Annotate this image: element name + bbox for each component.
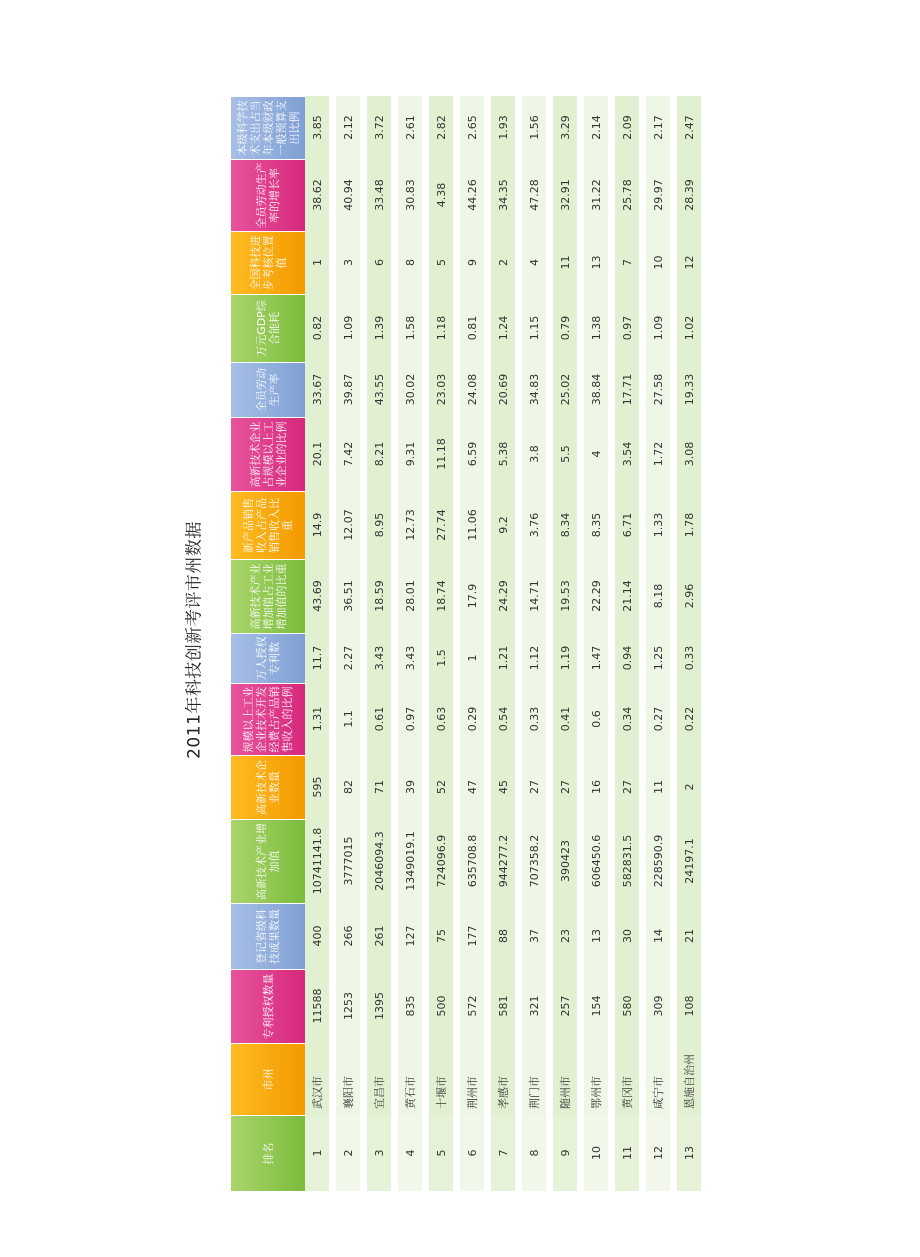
value-cell: 2046094.3 bbox=[367, 819, 391, 903]
table-row bbox=[367, 96, 391, 1191]
value-cell: 127 bbox=[398, 903, 422, 969]
table-row bbox=[584, 96, 608, 1191]
column-header: 全国科技进步考核位置值 bbox=[231, 231, 305, 294]
rank-cell: 13 bbox=[677, 1115, 701, 1191]
data-table-container bbox=[231, 96, 716, 1191]
value-cell: 1.31 bbox=[305, 683, 329, 755]
value-cell: 2.65 bbox=[460, 96, 484, 159]
value-cell: 1.5 bbox=[429, 633, 453, 683]
value-cell: 18.59 bbox=[367, 559, 391, 633]
value-cell: 635708.8 bbox=[460, 819, 484, 903]
header-row bbox=[231, 96, 305, 1191]
rank-cell: 10 bbox=[584, 1115, 608, 1191]
value-cell: 75 bbox=[429, 903, 453, 969]
value-cell: 257 bbox=[553, 969, 577, 1043]
city-cell: 荆州市 bbox=[460, 1043, 484, 1115]
value-cell: 1.02 bbox=[677, 294, 701, 362]
value-cell: 30 bbox=[615, 903, 639, 969]
value-cell: 52 bbox=[429, 755, 453, 819]
rank-cell: 3 bbox=[367, 1115, 391, 1191]
value-cell: 1.78 bbox=[677, 491, 701, 559]
value-cell: 0.94 bbox=[615, 633, 639, 683]
value-cell: 30.02 bbox=[398, 362, 422, 417]
value-cell: 7 bbox=[615, 231, 639, 294]
value-cell: 8.18 bbox=[646, 559, 670, 633]
value-cell: 8.95 bbox=[367, 491, 391, 559]
value-cell: 28.39 bbox=[677, 159, 701, 231]
value-cell: 261 bbox=[367, 903, 391, 969]
row-spacer bbox=[577, 96, 584, 1191]
row-spacer bbox=[453, 96, 460, 1191]
value-cell: 3777015 bbox=[336, 819, 360, 903]
value-cell: 27 bbox=[553, 755, 577, 819]
rank-cell: 9 bbox=[553, 1115, 577, 1191]
value-cell: 108 bbox=[677, 969, 701, 1043]
rank-cell: 12 bbox=[646, 1115, 670, 1191]
value-cell: 707358.2 bbox=[522, 819, 546, 903]
value-cell: 8.35 bbox=[584, 491, 608, 559]
value-cell: 3.85 bbox=[305, 96, 329, 159]
value-cell: 0.61 bbox=[367, 683, 391, 755]
value-cell: 11588 bbox=[305, 969, 329, 1043]
value-cell: 1253 bbox=[336, 969, 360, 1043]
rank-cell: 7 bbox=[491, 1115, 515, 1191]
row-spacer bbox=[484, 96, 491, 1191]
rank-cell: 2 bbox=[336, 1115, 360, 1191]
value-cell: 4 bbox=[584, 417, 608, 491]
value-cell: 9.2 bbox=[491, 491, 515, 559]
value-cell: 1.72 bbox=[646, 417, 670, 491]
value-cell: 835 bbox=[398, 969, 422, 1043]
row-spacer-cell bbox=[577, 96, 584, 1191]
value-cell: 3.54 bbox=[615, 417, 639, 491]
value-cell: 1.38 bbox=[584, 294, 608, 362]
value-cell: 27.58 bbox=[646, 362, 670, 417]
row-spacer bbox=[391, 96, 398, 1191]
value-cell: 24.08 bbox=[460, 362, 484, 417]
value-cell: 266 bbox=[336, 903, 360, 969]
value-cell: 12.73 bbox=[398, 491, 422, 559]
value-cell: 3.08 bbox=[677, 417, 701, 491]
table-row bbox=[553, 96, 577, 1191]
row-spacer bbox=[515, 96, 522, 1191]
column-header: 全员劳动生产率 bbox=[231, 362, 305, 417]
city-cell: 鄂州市 bbox=[584, 1043, 608, 1115]
value-cell: 724096.9 bbox=[429, 819, 453, 903]
value-cell: 25.78 bbox=[615, 159, 639, 231]
value-cell: 6.71 bbox=[615, 491, 639, 559]
city-cell: 十堰市 bbox=[429, 1043, 453, 1115]
value-cell: 0.22 bbox=[677, 683, 701, 755]
value-cell: 572 bbox=[460, 969, 484, 1043]
row-spacer-cell bbox=[639, 96, 646, 1191]
value-cell: 1 bbox=[460, 633, 484, 683]
city-cell: 恩施自治州 bbox=[677, 1043, 701, 1115]
value-cell: 11.06 bbox=[460, 491, 484, 559]
value-cell: 23.03 bbox=[429, 362, 453, 417]
value-cell: 38.84 bbox=[584, 362, 608, 417]
value-cell: 1.21 bbox=[491, 633, 515, 683]
value-cell: 24.29 bbox=[491, 559, 515, 633]
value-cell: 8.21 bbox=[367, 417, 391, 491]
value-cell: 22.29 bbox=[584, 559, 608, 633]
value-cell: 0.33 bbox=[522, 683, 546, 755]
value-cell: 34.83 bbox=[522, 362, 546, 417]
column-header: 全员劳动生产率的增长率 bbox=[231, 159, 305, 231]
value-cell: 0.54 bbox=[491, 683, 515, 755]
value-cell: 582831.5 bbox=[615, 819, 639, 903]
rank-cell: 11 bbox=[615, 1115, 639, 1191]
column-header: 高新技术产业增加值占工业增加值的比重 bbox=[231, 559, 305, 633]
value-cell: 25.02 bbox=[553, 362, 577, 417]
row-spacer-cell bbox=[391, 96, 398, 1191]
value-cell: 8 bbox=[398, 231, 422, 294]
value-cell: 20.1 bbox=[305, 417, 329, 491]
value-cell: 34.35 bbox=[491, 159, 515, 231]
table-row bbox=[522, 96, 546, 1191]
rank-cell: 6 bbox=[460, 1115, 484, 1191]
value-cell: 33.67 bbox=[305, 362, 329, 417]
table-row bbox=[615, 96, 639, 1191]
data-table bbox=[231, 96, 701, 1191]
value-cell: 28.01 bbox=[398, 559, 422, 633]
column-header: 高新技术企业占规模以上工业企业的比例 bbox=[231, 417, 305, 491]
column-header: 登记省级科技成果数量 bbox=[231, 903, 305, 969]
value-cell: 14.9 bbox=[305, 491, 329, 559]
value-cell: 500 bbox=[429, 969, 453, 1043]
value-cell: 2.17 bbox=[646, 96, 670, 159]
value-cell: 18.74 bbox=[429, 559, 453, 633]
value-cell: 0.79 bbox=[553, 294, 577, 362]
value-cell: 21.14 bbox=[615, 559, 639, 633]
value-cell: 5.38 bbox=[491, 417, 515, 491]
table-row bbox=[646, 96, 670, 1191]
value-cell: 1.12 bbox=[522, 633, 546, 683]
value-cell: 1.25 bbox=[646, 633, 670, 683]
value-cell: 39 bbox=[398, 755, 422, 819]
value-cell: 606450.6 bbox=[584, 819, 608, 903]
city-cell: 襄阳市 bbox=[336, 1043, 360, 1115]
value-cell: 16 bbox=[584, 755, 608, 819]
value-cell: 0.97 bbox=[398, 683, 422, 755]
row-spacer-cell bbox=[484, 96, 491, 1191]
value-cell: 309 bbox=[646, 969, 670, 1043]
column-header: 排名 bbox=[231, 1115, 305, 1191]
value-cell: 31.22 bbox=[584, 159, 608, 231]
value-cell: 1.15 bbox=[522, 294, 546, 362]
value-cell: 2.27 bbox=[336, 633, 360, 683]
value-cell: 45 bbox=[491, 755, 515, 819]
value-cell: 0.27 bbox=[646, 683, 670, 755]
value-cell: 0.29 bbox=[460, 683, 484, 755]
row-spacer bbox=[670, 96, 677, 1191]
column-header: 市州 bbox=[231, 1043, 305, 1115]
table-row bbox=[429, 96, 453, 1191]
value-cell: 14 bbox=[646, 903, 670, 969]
rank-cell: 5 bbox=[429, 1115, 453, 1191]
value-cell: 8.34 bbox=[553, 491, 577, 559]
column-header: 本级科学技术支出占当年本级财政一般预算支出比例 bbox=[231, 96, 305, 159]
value-cell: 4 bbox=[522, 231, 546, 294]
value-cell: 2 bbox=[677, 755, 701, 819]
row-spacer-cell bbox=[546, 96, 553, 1191]
value-cell: 1.47 bbox=[584, 633, 608, 683]
value-cell: 43.55 bbox=[367, 362, 391, 417]
city-cell: 咸宁市 bbox=[646, 1043, 670, 1115]
value-cell: 1.39 bbox=[367, 294, 391, 362]
value-cell: 11 bbox=[646, 755, 670, 819]
table-row bbox=[398, 96, 422, 1191]
column-header: 高新技术产业增加值 bbox=[231, 819, 305, 903]
value-cell: 2.82 bbox=[429, 96, 453, 159]
value-cell: 1.33 bbox=[646, 491, 670, 559]
value-cell: 13 bbox=[584, 903, 608, 969]
rank-cell: 8 bbox=[522, 1115, 546, 1191]
value-cell: 2.12 bbox=[336, 96, 360, 159]
value-cell: 39.87 bbox=[336, 362, 360, 417]
value-cell: 154 bbox=[584, 969, 608, 1043]
column-header: 万人授权专利数 bbox=[231, 633, 305, 683]
value-cell: 3.43 bbox=[367, 633, 391, 683]
column-header: 专利授权数量 bbox=[231, 969, 305, 1043]
rank-cell: 4 bbox=[398, 1115, 422, 1191]
value-cell: 400 bbox=[305, 903, 329, 969]
value-cell: 12.07 bbox=[336, 491, 360, 559]
row-spacer bbox=[422, 96, 429, 1191]
value-cell: 177 bbox=[460, 903, 484, 969]
value-cell: 228590.9 bbox=[646, 819, 670, 903]
value-cell: 1.24 bbox=[491, 294, 515, 362]
value-cell: 47.28 bbox=[522, 159, 546, 231]
value-cell: 10 bbox=[646, 231, 670, 294]
value-cell: 29.97 bbox=[646, 159, 670, 231]
table-row bbox=[491, 96, 515, 1191]
value-cell: 5 bbox=[429, 231, 453, 294]
value-cell: 27.74 bbox=[429, 491, 453, 559]
value-cell: 0.97 bbox=[615, 294, 639, 362]
value-cell: 19.33 bbox=[677, 362, 701, 417]
city-cell: 黄石市 bbox=[398, 1043, 422, 1115]
value-cell: 595 bbox=[305, 755, 329, 819]
row-spacer-cell bbox=[515, 96, 522, 1191]
value-cell: 0.41 bbox=[553, 683, 577, 755]
value-cell: 3.8 bbox=[522, 417, 546, 491]
value-cell: 3.72 bbox=[367, 96, 391, 159]
table-row bbox=[460, 96, 484, 1191]
table-body bbox=[305, 96, 701, 1191]
value-cell: 9.31 bbox=[398, 417, 422, 491]
value-cell: 11.18 bbox=[429, 417, 453, 491]
value-cell: 3.29 bbox=[553, 96, 577, 159]
value-cell: 37 bbox=[522, 903, 546, 969]
value-cell: 88 bbox=[491, 903, 515, 969]
row-spacer bbox=[360, 96, 367, 1191]
value-cell: 19.53 bbox=[553, 559, 577, 633]
value-cell: 82 bbox=[336, 755, 360, 819]
row-spacer bbox=[329, 96, 336, 1191]
value-cell: 0.63 bbox=[429, 683, 453, 755]
value-cell: 1349019.1 bbox=[398, 819, 422, 903]
value-cell: 40.94 bbox=[336, 159, 360, 231]
value-cell: 2.09 bbox=[615, 96, 639, 159]
column-header: 万元GDP综合能耗 bbox=[231, 294, 305, 362]
rank-cell: 1 bbox=[305, 1115, 329, 1191]
row-spacer-cell bbox=[608, 96, 615, 1191]
value-cell: 6.59 bbox=[460, 417, 484, 491]
value-cell: 17.9 bbox=[460, 559, 484, 633]
value-cell: 71 bbox=[367, 755, 391, 819]
value-cell: 1.1 bbox=[336, 683, 360, 755]
value-cell: 23 bbox=[553, 903, 577, 969]
city-cell: 随州市 bbox=[553, 1043, 577, 1115]
value-cell: 9 bbox=[460, 231, 484, 294]
column-header: 高新技术企业数量 bbox=[231, 755, 305, 819]
value-cell: 1.93 bbox=[491, 96, 515, 159]
value-cell: 0.34 bbox=[615, 683, 639, 755]
row-spacer bbox=[639, 96, 646, 1191]
value-cell: 21 bbox=[677, 903, 701, 969]
value-cell: 1.18 bbox=[429, 294, 453, 362]
value-cell: 43.69 bbox=[305, 559, 329, 633]
value-cell: 390423 bbox=[553, 819, 577, 903]
value-cell: 2.61 bbox=[398, 96, 422, 159]
city-cell: 荆门市 bbox=[522, 1043, 546, 1115]
value-cell: 33.48 bbox=[367, 159, 391, 231]
value-cell: 3.43 bbox=[398, 633, 422, 683]
value-cell: 581 bbox=[491, 969, 515, 1043]
value-cell: 36.51 bbox=[336, 559, 360, 633]
value-cell: 20.69 bbox=[491, 362, 515, 417]
value-cell: 2.96 bbox=[677, 559, 701, 633]
value-cell: 11 bbox=[553, 231, 577, 294]
city-cell: 黄冈市 bbox=[615, 1043, 639, 1115]
value-cell: 11.7 bbox=[305, 633, 329, 683]
value-cell: 2.14 bbox=[584, 96, 608, 159]
value-cell: 12 bbox=[677, 231, 701, 294]
value-cell: 24197.1 bbox=[677, 819, 701, 903]
value-cell: 14.71 bbox=[522, 559, 546, 633]
value-cell: 1395 bbox=[367, 969, 391, 1043]
value-cell: 2.47 bbox=[677, 96, 701, 159]
value-cell: 13 bbox=[584, 231, 608, 294]
value-cell: 4.38 bbox=[429, 159, 453, 231]
row-spacer-cell bbox=[453, 96, 460, 1191]
value-cell: 10741141.8 bbox=[305, 819, 329, 903]
value-cell: 580 bbox=[615, 969, 639, 1043]
table-row bbox=[305, 96, 329, 1191]
value-cell: 17.71 bbox=[615, 362, 639, 417]
value-cell: 2 bbox=[491, 231, 515, 294]
value-cell: 1.56 bbox=[522, 96, 546, 159]
value-cell: 1.09 bbox=[646, 294, 670, 362]
value-cell: 944277.2 bbox=[491, 819, 515, 903]
column-header: 新产品销售收入占产品销售收入比重 bbox=[231, 491, 305, 559]
value-cell: 1 bbox=[305, 231, 329, 294]
value-cell: 3.76 bbox=[522, 491, 546, 559]
row-spacer-cell bbox=[670, 96, 677, 1191]
value-cell: 0.81 bbox=[460, 294, 484, 362]
value-cell: 30.83 bbox=[398, 159, 422, 231]
value-cell: 38.62 bbox=[305, 159, 329, 231]
value-cell: 6 bbox=[367, 231, 391, 294]
value-cell: 32.91 bbox=[553, 159, 577, 231]
value-cell: 7.42 bbox=[336, 417, 360, 491]
value-cell: 47 bbox=[460, 755, 484, 819]
city-cell: 宜昌市 bbox=[367, 1043, 391, 1115]
value-cell: 0.33 bbox=[677, 633, 701, 683]
row-spacer bbox=[608, 96, 615, 1191]
value-cell: 321 bbox=[522, 969, 546, 1043]
value-cell: 1.58 bbox=[398, 294, 422, 362]
city-cell: 武汉市 bbox=[305, 1043, 329, 1115]
page-title: 2011年科技创新考评市州数据 bbox=[184, 521, 205, 759]
value-cell: 27 bbox=[522, 755, 546, 819]
table-row bbox=[677, 96, 701, 1191]
row-spacer-cell bbox=[360, 96, 367, 1191]
value-cell: 44.26 bbox=[460, 159, 484, 231]
value-cell: 27 bbox=[615, 755, 639, 819]
column-header: 规模以上工业企业技术开发经费占产品销售收入的比例 bbox=[231, 683, 305, 755]
value-cell: 1.19 bbox=[553, 633, 577, 683]
value-cell: 0.6 bbox=[584, 683, 608, 755]
city-cell: 孝感市 bbox=[491, 1043, 515, 1115]
value-cell: 3 bbox=[336, 231, 360, 294]
row-spacer bbox=[546, 96, 553, 1191]
value-cell: 1.09 bbox=[336, 294, 360, 362]
value-cell: 0.82 bbox=[305, 294, 329, 362]
row-spacer-cell bbox=[422, 96, 429, 1191]
row-spacer-cell bbox=[329, 96, 336, 1191]
value-cell: 5.5 bbox=[553, 417, 577, 491]
table-row bbox=[336, 96, 360, 1191]
